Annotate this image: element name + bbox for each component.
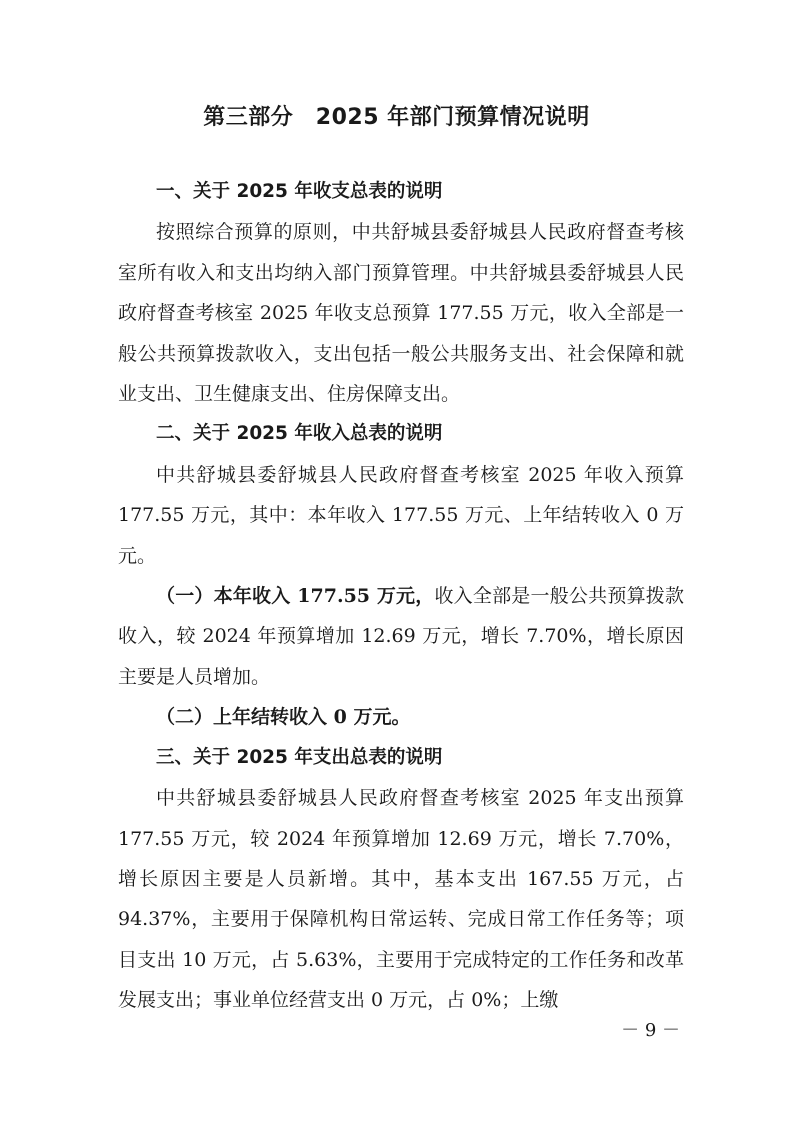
page-number: － 9 － — [621, 1020, 680, 1041]
section-heading-3: 三、关于 2025 年支出总表的说明 — [156, 746, 443, 768]
page-title: 第三部分 2025 年部门预算情况说明 — [203, 105, 590, 130]
income-item-1 — [118, 576, 684, 697]
income-item-1-lead: （一）本年收入 177.55 万元， — [156, 585, 435, 608]
section-heading-1: 一、关于 2025 年收支总表的说明 — [156, 181, 443, 202]
section-paragraph-1: 按照综合预算的原则，中共舒城县委舒城县人民政府督查考核室所有收入和支出均纳入部门预算管理。中共舒城县委舒城县人民政府督查考核室 2025 年收支总预算 177.55 万元，收入全部是一般公共预算拨款收入，支出包括一般公共服务支出、社会保障和就业支出、卫生健康支出、住房保障支出。 — [118, 221, 684, 406]
income-item-2 — [118, 697, 684, 737]
income-item-1-text: 收入全部是一般公共预算拨款收入，较 2024 年预算增加 12.69 万元，增长 7.70%，增长原因主要是人员增加。 — [118, 585, 684, 688]
income-item-2-lead: （二）上年结转收入 0 万元。 — [156, 706, 411, 729]
document-body — [118, 172, 684, 1021]
section-paragraph-3: 中共舒城县委舒城县人民政府督查考核室 2025 年支出预算 177.55 万元，较 2024 年预算增加 12.69 万元，增长 7.70%，增长原因主要是人员新增。其中，基本支出 167.55 万元，占 94.37%，主要用于保障机构日常运转、完成日常工作任务等；项目支出 10 万元，占 5.63%，主要用于完成特定的工作任务和改革发展支出；事业单位经营支出 0 万元，占 0%；上缴 — [118, 787, 684, 1012]
section-heading-2: 二、关于 2025 年收入总表的说明 — [156, 423, 443, 445]
section-paragraph-2: 中共舒城县委舒城县人民政府督查考核室 2025 年收入预算 177.55 万元，其中：本年收入 177.55 万元、上年结转收入 0 万元。 — [118, 463, 684, 567]
